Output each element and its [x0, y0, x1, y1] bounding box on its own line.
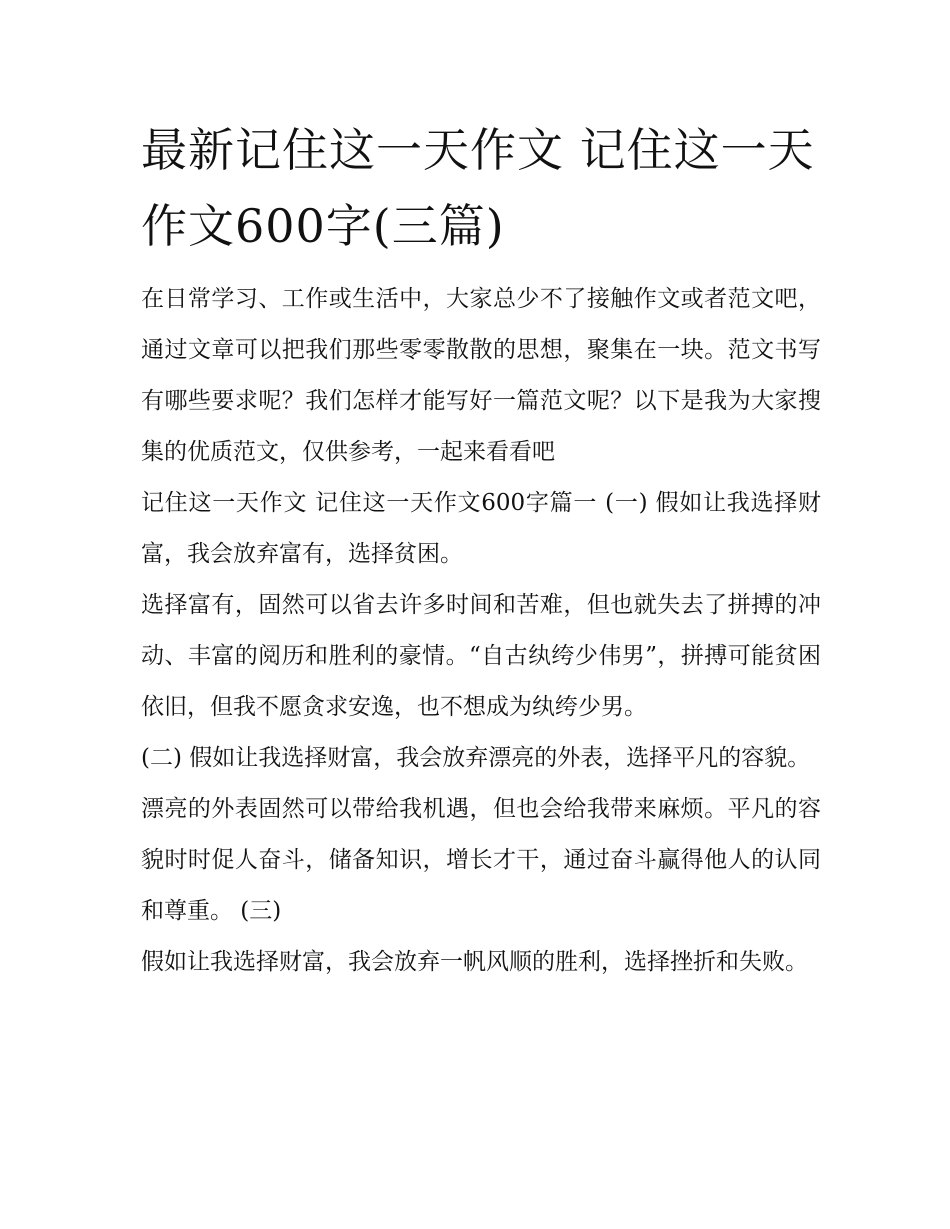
paragraph-section-one-body: 选择富有，固然可以省去许多时间和苦难，但也就失去了拼搏的冲动、丰富的阅历和胜利的豪情。“自古纨绔少伟男”，拼搏可能贫困依旧，但我不愿贪求安逸，也不想成为纨绔少男。	[141, 592, 821, 720]
document-title: 最新记住这一天作文 记住这一天作文600字(三篇)	[141, 123, 815, 253]
paragraph-section-two-body: 漂亮的外表固然可以带给我机遇，但也会给我带来麻烦。平凡的容貌时时促人奋斗，储备知识，增长才干，通过奋斗赢得他人的认同和尊重。 (三)	[141, 796, 821, 924]
paragraph-section-one: 记住这一天作文 记住这一天作文600字篇一 (一) 假如让我选择财富，我会放弃富有，选择贫困。	[141, 490, 821, 567]
paragraph-section-two: (二) 假如让我选择财富，我会放弃漂亮的外表，选择平凡的容貌。	[141, 745, 811, 771]
paragraph-intro: 在日常学习、工作或生活中，大家总少不了接触作文或者范文吧，通过文章可以把我们那些零零散散的思想，聚集在一块。范文书写有哪些要求呢？我们怎样才能写好一篇范文呢？以下是我为大家搜集的优质范文，仅供参考，一起来看看吧	[141, 286, 821, 465]
paragraph-section-three: 假如让我选择财富，我会放弃一帆风顺的胜利，选择挫折和失败。	[141, 949, 808, 975]
document-page	[141, 112, 821, 988]
document-body	[141, 274, 821, 988]
